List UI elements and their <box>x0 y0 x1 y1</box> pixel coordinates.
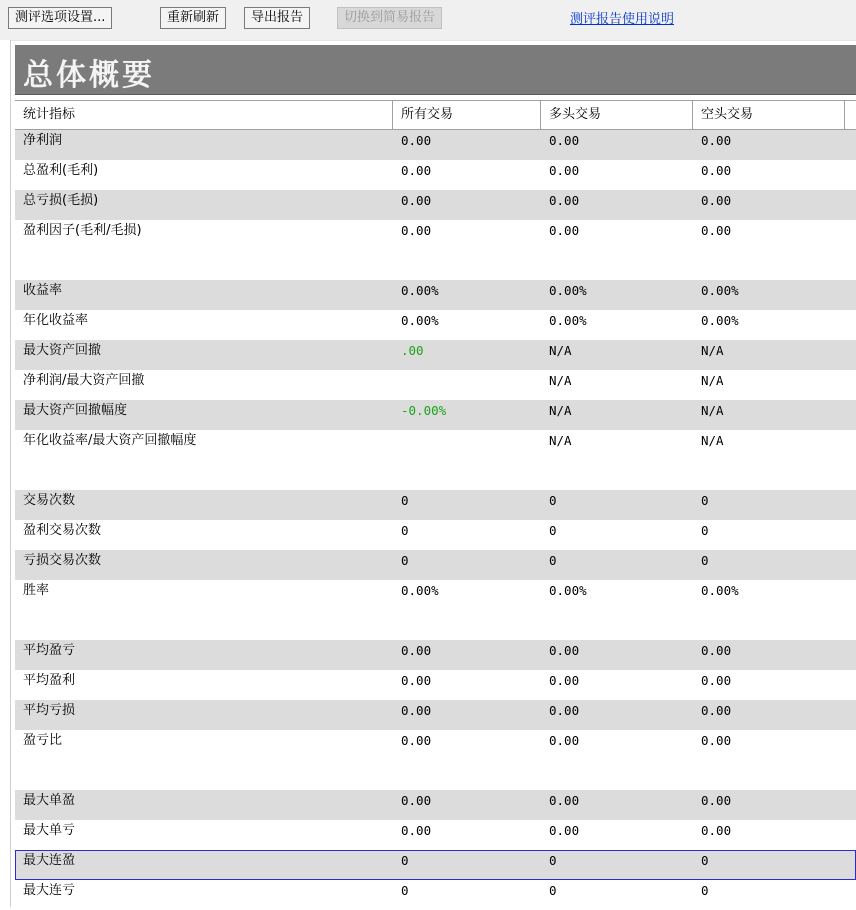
long-trades-cell <box>541 460 693 490</box>
table-row[interactable] <box>15 430 856 460</box>
long-trades-cell: 0.00 <box>549 643 580 658</box>
all-trades-cell: 0.00 <box>401 703 432 718</box>
all-trades-cell <box>393 460 541 490</box>
metric-name-cell <box>15 760 393 790</box>
metric-name-cell: 平均盈亏 <box>23 643 76 658</box>
short-trades-cell: 0.00 <box>701 673 732 688</box>
metric-name-cell: 总亏损(毛损) <box>23 193 99 208</box>
table-row[interactable] <box>15 370 856 400</box>
long-trades-cell: 0 <box>549 523 557 538</box>
long-trades-cell: N/A <box>549 373 572 388</box>
short-trades-cell: 0 <box>701 853 709 868</box>
table-row[interactable] <box>15 880 856 910</box>
all-trades-cell: 0.00 <box>401 793 432 808</box>
long-trades-cell <box>541 760 693 790</box>
header-long-trades[interactable]: 多头交易 <box>541 101 693 129</box>
all-trades-cell: 0.00 <box>401 223 432 238</box>
all-trades-cell: -0.00% <box>401 403 447 418</box>
refresh-button[interactable]: 重新刷新 <box>160 7 226 29</box>
long-trades-cell: 0.00% <box>549 583 587 598</box>
table-row[interactable] <box>15 550 856 580</box>
metric-name-cell <box>15 460 393 490</box>
metric-name-cell: 净利润 <box>23 133 63 148</box>
table-row[interactable] <box>15 610 856 640</box>
short-trades-cell: 0.00 <box>701 133 732 148</box>
short-trades-cell <box>693 250 845 280</box>
short-trades-cell: N/A <box>701 433 724 448</box>
long-trades-cell: 0.00 <box>549 673 580 688</box>
long-trades-cell: 0 <box>549 553 557 568</box>
switch-simple-report-button[interactable]: 切换到简易报告 <box>337 7 442 29</box>
table-row[interactable] <box>15 310 856 340</box>
summary-table <box>15 100 856 910</box>
metric-name-cell: 盈利因子(毛利/毛损) <box>23 223 142 238</box>
long-trades-cell: 0.00% <box>549 313 587 328</box>
short-trades-cell: 0.00 <box>701 823 732 838</box>
long-trades-cell: N/A <box>549 403 572 418</box>
table-row[interactable] <box>15 520 856 550</box>
short-trades-cell: 0.00 <box>701 193 732 208</box>
short-trades-cell: 0.00% <box>701 313 739 328</box>
table-row[interactable] <box>15 640 856 670</box>
all-trades-cell: 0 <box>401 853 409 868</box>
long-trades-cell: 0.00 <box>549 823 580 838</box>
table-row[interactable] <box>15 760 856 790</box>
table-row[interactable] <box>15 250 856 280</box>
long-trades-cell: N/A <box>549 343 572 358</box>
short-trades-cell: 0.00 <box>701 223 732 238</box>
short-trades-cell: 0.00 <box>701 643 732 658</box>
report-help-link[interactable]: 测评报告使用说明 <box>570 12 675 27</box>
metric-name-cell: 胜率 <box>23 583 50 598</box>
all-trades-cell: .00 <box>401 343 424 358</box>
all-trades-cell: 0.00 <box>401 133 432 148</box>
left-pane-edge <box>0 40 11 907</box>
export-report-button[interactable]: 导出报告 <box>244 7 310 29</box>
metric-name-cell: 盈利交易次数 <box>23 523 102 538</box>
short-trades-cell: 0 <box>701 493 709 508</box>
long-trades-cell <box>541 250 693 280</box>
metric-name-cell <box>15 250 393 280</box>
long-trades-cell: 0 <box>549 853 557 868</box>
metric-name-cell: 最大连盈 <box>23 853 76 868</box>
all-trades-cell: 0 <box>401 553 409 568</box>
table-header <box>15 100 856 130</box>
long-trades-cell: 0.00 <box>549 163 580 178</box>
short-trades-cell: 0.00% <box>701 283 739 298</box>
short-trades-cell: 0.00 <box>701 163 732 178</box>
short-trades-cell: N/A <box>701 403 724 418</box>
page-title: 总体概要 <box>23 58 155 93</box>
metric-name-cell: 亏损交易次数 <box>23 553 102 568</box>
table-row[interactable] <box>15 700 856 730</box>
metric-name-cell: 最大资产回撤幅度 <box>23 403 128 418</box>
short-trades-cell: 0 <box>701 553 709 568</box>
table-row[interactable] <box>15 790 856 820</box>
table-row[interactable] <box>15 130 856 160</box>
table-row[interactable] <box>15 340 856 370</box>
long-trades-cell: 0.00 <box>549 733 580 748</box>
metric-name-cell: 年化收益率 <box>23 313 89 328</box>
all-trades-cell: 0.00% <box>401 283 439 298</box>
metric-name-cell: 平均盈利 <box>23 673 76 688</box>
long-trades-cell: 0.00 <box>549 193 580 208</box>
short-trades-cell: 0.00 <box>701 793 732 808</box>
table-row[interactable] <box>15 820 856 850</box>
short-trades-cell: N/A <box>701 373 724 388</box>
short-trades-cell: 0.00 <box>701 733 732 748</box>
all-trades-cell: 0.00 <box>401 733 432 748</box>
table-row[interactable] <box>15 670 856 700</box>
long-trades-cell <box>541 610 693 640</box>
metric-name-cell: 最大连亏 <box>23 883 76 898</box>
options-settings-button[interactable]: 测评选项设置... <box>8 7 112 29</box>
metric-name-cell <box>15 610 393 640</box>
metric-name-cell: 平均亏损 <box>23 703 76 718</box>
metric-name-cell: 净利润/最大资产回撤 <box>23 373 145 388</box>
metric-name-cell: 最大资产回撤 <box>23 343 102 358</box>
short-trades-cell: 0 <box>701 883 709 898</box>
long-trades-cell: 0 <box>549 493 557 508</box>
toolbar <box>0 0 856 41</box>
metric-name-cell: 总盈利(毛利) <box>23 163 99 178</box>
short-trades-cell <box>693 760 845 790</box>
all-trades-cell <box>393 610 541 640</box>
header-all-trades[interactable]: 所有交易 <box>393 101 541 129</box>
long-trades-cell: N/A <box>549 433 572 448</box>
short-trades-cell: 0.00 <box>701 703 732 718</box>
long-trades-cell: 0.00 <box>549 793 580 808</box>
table-row[interactable] <box>15 460 856 490</box>
all-trades-cell: 0.00 <box>401 823 432 838</box>
long-trades-cell: 0.00% <box>549 283 587 298</box>
summary-title-bar <box>15 45 856 95</box>
metric-name-cell: 盈亏比 <box>23 733 63 748</box>
long-trades-cell: 0.00 <box>549 223 580 238</box>
long-trades-cell: 0 <box>549 883 557 898</box>
table-row[interactable] <box>15 190 856 220</box>
all-trades-cell: 0.00% <box>401 313 439 328</box>
metric-name-cell: 最大单盈 <box>23 793 76 808</box>
all-trades-cell <box>393 250 541 280</box>
table-row[interactable] <box>15 490 856 520</box>
short-trades-cell: N/A <box>701 343 724 358</box>
short-trades-cell: 0.00% <box>701 583 739 598</box>
table-row[interactable] <box>15 730 856 760</box>
table-row[interactable] <box>15 160 856 190</box>
metric-name-cell: 最大单亏 <box>23 823 76 838</box>
table-row[interactable] <box>15 280 856 310</box>
header-short-trades[interactable]: 空头交易 <box>693 101 845 129</box>
metric-name-cell: 交易次数 <box>23 493 76 508</box>
table-row[interactable] <box>15 580 856 610</box>
metric-name-cell: 年化收益率/最大资产回撤幅度 <box>23 433 197 448</box>
all-trades-cell <box>393 760 541 790</box>
all-trades-cell: 0.00 <box>401 673 432 688</box>
all-trades-cell <box>393 370 541 400</box>
short-trades-cell: 0 <box>701 523 709 538</box>
all-trades-cell: 0 <box>401 493 409 508</box>
long-trades-cell: 0.00 <box>549 703 580 718</box>
all-trades-cell: 0 <box>401 883 409 898</box>
short-trades-cell <box>693 610 845 640</box>
table-row[interactable] <box>15 400 856 430</box>
short-trades-cell <box>693 460 845 490</box>
all-trades-cell: 0.00% <box>401 583 439 598</box>
header-metric[interactable]: 统计指标 <box>15 101 393 129</box>
all-trades-cell: 0 <box>401 523 409 538</box>
all-trades-cell: 0.00 <box>401 193 432 208</box>
all-trades-cell <box>393 430 541 460</box>
table-row[interactable] <box>15 850 856 880</box>
long-trades-cell: 0.00 <box>549 133 580 148</box>
table-body <box>15 130 856 910</box>
all-trades-cell: 0.00 <box>401 163 432 178</box>
all-trades-cell: 0.00 <box>401 643 432 658</box>
table-row[interactable] <box>15 220 856 250</box>
metric-name-cell: 收益率 <box>23 283 63 298</box>
